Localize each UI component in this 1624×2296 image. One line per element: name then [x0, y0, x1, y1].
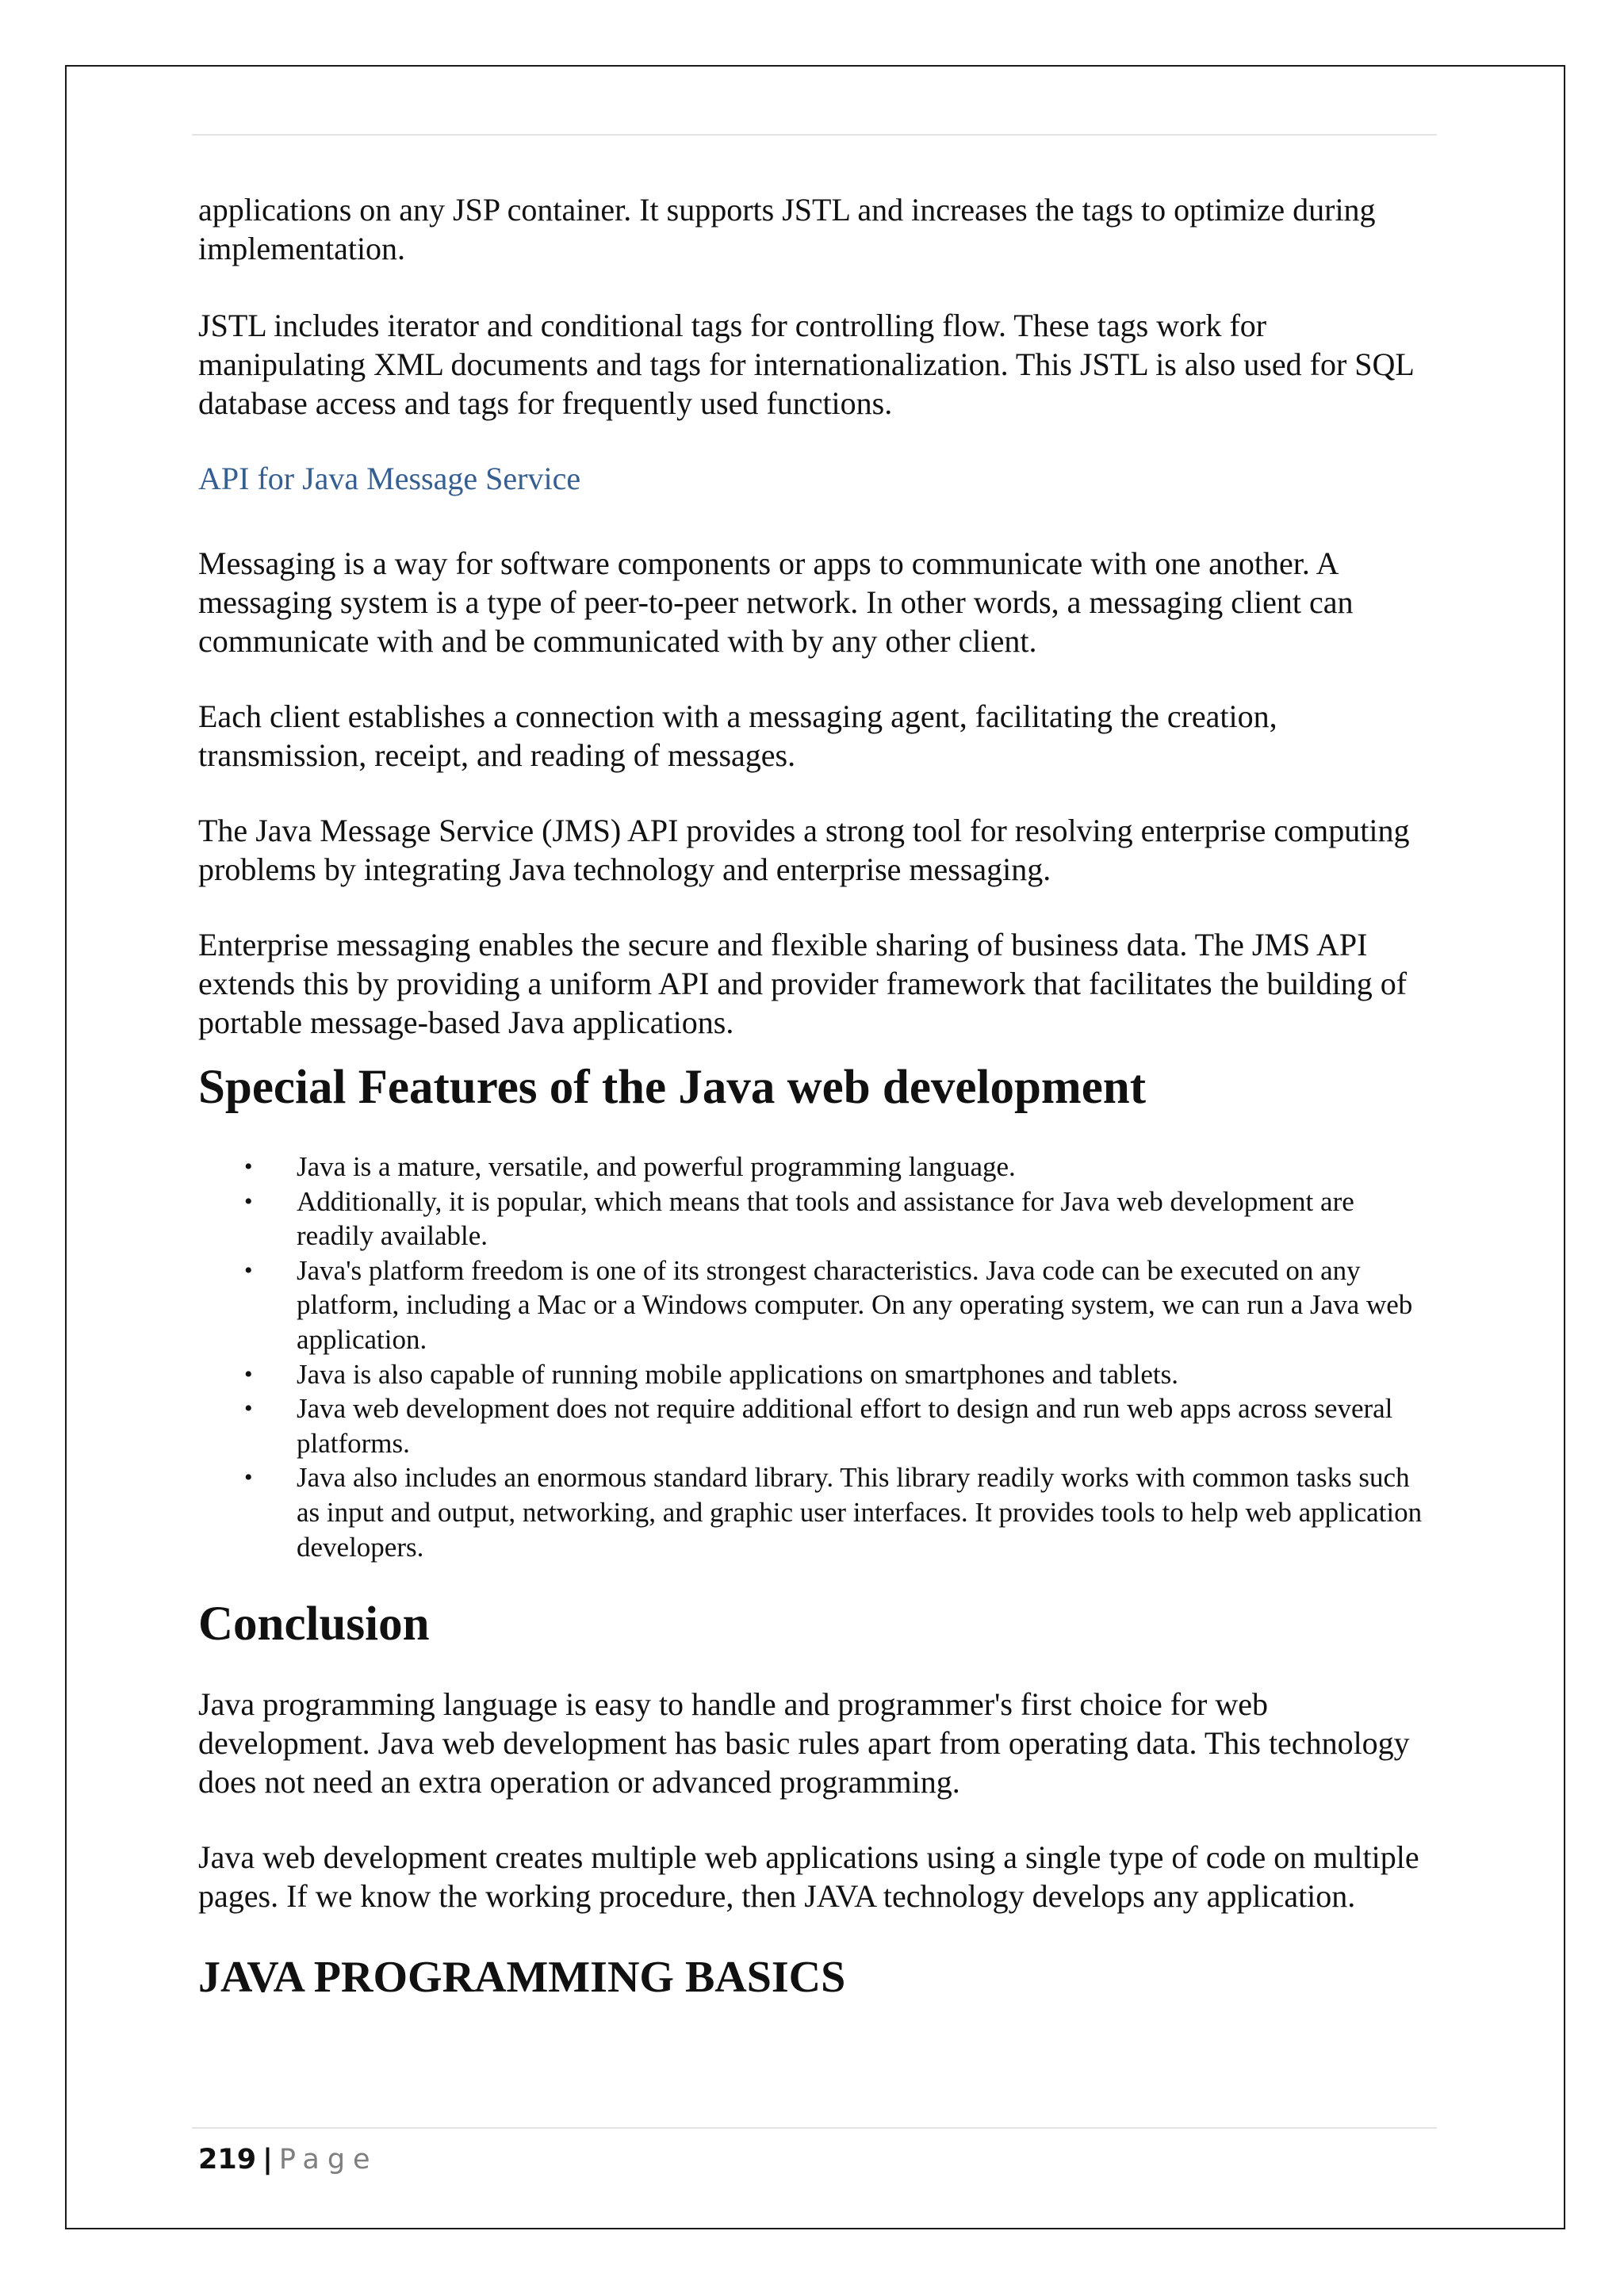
list-item-text: Java is a mature, versatile, and powerful programming language.	[297, 1151, 1016, 1182]
page-label: Page	[278, 2144, 378, 2175]
api-paragraph-2: Each client establishes a connection with a messaging agent, facilitating the creation, transmission, receipt, and reading of messages.	[198, 698, 1277, 773]
intro-paragraph-2: JSTL includes iterator and conditional tags for controlling flow. These tags work for manipulating XML documents and tags for internationalization. This JSTL is also used for SQL database access and tags for frequently used functions.	[198, 308, 1414, 421]
list-item	[244, 1460, 1435, 1564]
header-rule	[192, 134, 1437, 136]
list-item	[244, 1150, 1435, 1184]
api-paragraph-4: Enterprise messaging enables the secure and flexible sharing of business data. The JMS API extends this by providing a uniform API and provider framework that facilitates the building of portable message-based Java applications.	[198, 927, 1408, 1040]
list-item-text: Additionally, it is popular, which means that tools and assistance for Java web development are readily available.	[297, 1185, 1354, 1252]
bullet-icon: •	[244, 1154, 253, 1180]
bullet-icon: •	[244, 1188, 253, 1215]
footer-separator: |	[262, 2144, 273, 2175]
conclusion-heading: Conclusion	[198, 1598, 430, 1651]
list-item-text: Java's platform freedom is one of its strongest characteristics. Java code can be executed on any platform, including a Mac or a Windows computer. On any operating system, we can run a Java web application.	[297, 1254, 1413, 1355]
page-content	[198, 190, 1435, 2006]
footer-rule	[192, 2127, 1437, 2129]
list-item-text: Java web development does not require additional effort to design and run web apps across several platforms.	[297, 1393, 1393, 1459]
page-number: 219	[198, 2144, 257, 2175]
bullet-icon: •	[244, 1395, 253, 1422]
features-heading: Special Features of the Java web development	[198, 1061, 1147, 1114]
list-item-text: Java is also capable of running mobile applications on smartphones and tablets.	[297, 1358, 1178, 1390]
bullet-icon: •	[244, 1360, 253, 1387]
page-footer	[198, 2142, 378, 2177]
list-item	[244, 1357, 1435, 1392]
list-item	[244, 1184, 1435, 1253]
api-section-heading: API for Java Message Service	[198, 461, 581, 496]
conclusion-paragraph-1: Java programming language is easy to handle and programmer's first choice for web development. Java web development has basic rules apart from operating data. This technology does not need an extra operation or advanced programming.	[198, 1686, 1410, 1800]
list-item	[244, 1253, 1435, 1357]
next-section-heading: JAVA PROGRAMMING BASICS	[198, 1953, 846, 2003]
features-list	[198, 1150, 1435, 1564]
conclusion-paragraph-2: Java web development creates multiple web applications using a single type of code on multiple pages. If we know the working procedure, then JAVA technology develops any application.	[198, 1839, 1419, 1915]
bullet-icon: •	[244, 1257, 253, 1284]
api-paragraph-1: Messaging is a way for software components or apps to communicate with one another. A messaging system is a type of peer-to-peer network. In other words, a messaging client can communicate with and be communicated with by any other client.	[198, 545, 1354, 659]
list-item	[244, 1391, 1435, 1460]
api-paragraph-3: The Java Message Service (JMS) API provides a strong tool for resolving enterprise computing problems by integrating Java technology and enterprise messaging.	[198, 813, 1410, 887]
intro-paragraph-1: applications on any JSP container. It supports JSTL and increases the tags to optimize during implementation.	[198, 192, 1376, 266]
list-item-text: Java also includes an enormous standard library. This library readily works with common tasks such as input and output, networking, and graphic user interfaces. It provides tools to help web application developers.	[297, 1462, 1423, 1563]
bullet-icon: •	[244, 1464, 253, 1491]
